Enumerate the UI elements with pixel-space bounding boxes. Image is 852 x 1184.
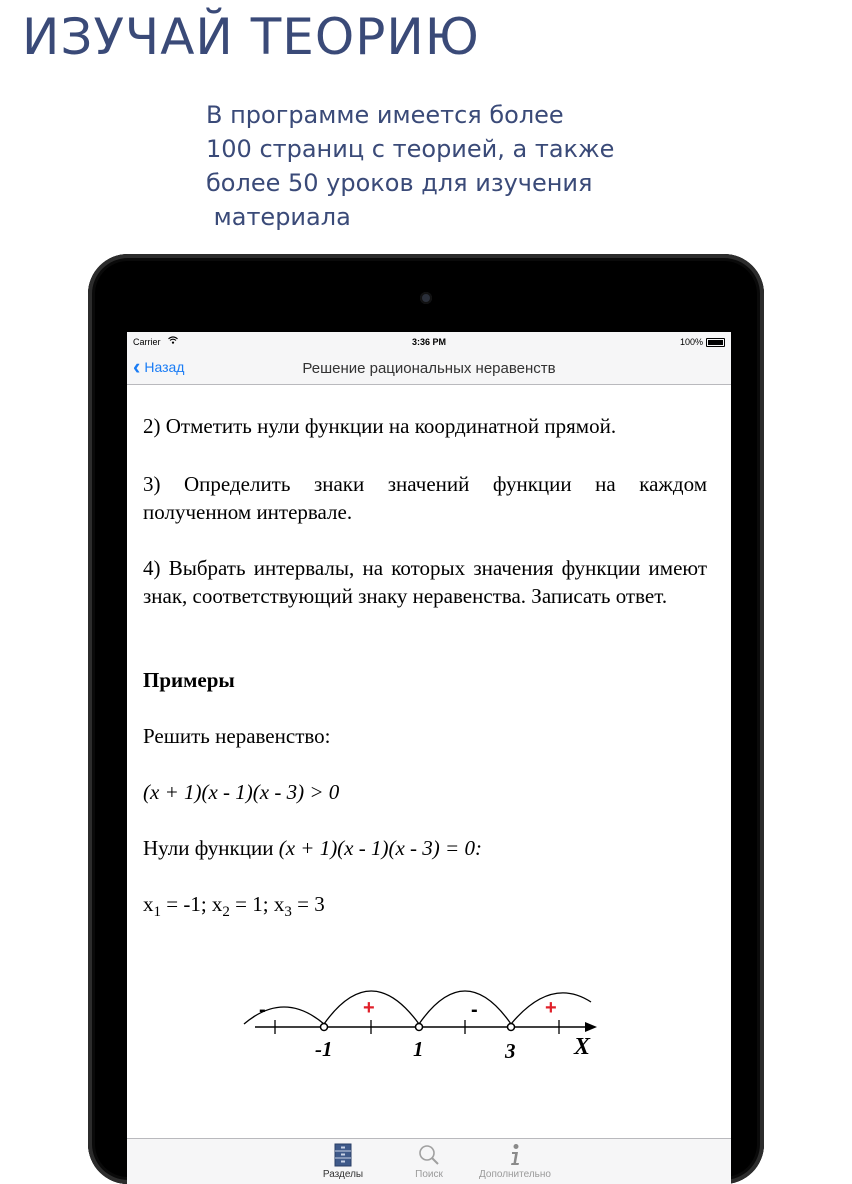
sections-icon	[303, 1143, 383, 1167]
solve-prompt: Решить неравенство:	[143, 724, 331, 748]
root-index: 3	[284, 904, 292, 920]
chevron-left-icon: ‹	[133, 354, 141, 379]
tab-sections[interactable]	[303, 1143, 383, 1180]
root-index: 1	[153, 904, 161, 920]
back-label: Назад	[144, 359, 185, 375]
promo-line: В программе имеется более	[206, 101, 564, 129]
interval-sign: -	[259, 999, 266, 1021]
zeros-formula: (x + 1)(x - 1)(x - 3) = 0:	[278, 836, 482, 860]
root-var: x	[143, 892, 154, 916]
tab-bar	[127, 1138, 731, 1184]
zeros-line	[143, 834, 482, 862]
status-time: 3:36 PM	[411, 337, 446, 347]
interval-sign: -	[471, 999, 478, 1021]
promo-line: более 50 уроков для изучения	[206, 169, 593, 197]
paragraph-step-3: 3) Определить знаки значений функции на каждом полученном интервале.	[143, 472, 707, 524]
point-label: 1	[413, 1037, 424, 1061]
tablet-frame	[88, 254, 764, 1184]
info-icon	[475, 1143, 555, 1167]
point-label: -1	[315, 1037, 333, 1061]
root-var: x	[211, 892, 223, 916]
search-icon	[389, 1143, 469, 1167]
zero-point	[321, 1024, 328, 1031]
roots-line	[143, 890, 325, 918]
promo-line: 100 страниц с теорией, а также	[206, 135, 615, 163]
zeros-label: Нули функции	[143, 836, 279, 860]
navigation-bar	[127, 352, 731, 385]
promo-line: материала	[206, 203, 351, 231]
page-title: Решение рациональных неравенств	[302, 360, 556, 377]
tablet-screen	[127, 332, 731, 1184]
root-var: x	[273, 892, 285, 916]
paragraph-step-2: 2) Отметить нули функции на координатной прямой.	[143, 414, 617, 438]
tab-more[interactable]	[475, 1143, 555, 1180]
battery-percent: 100%	[679, 337, 703, 347]
examples-heading: Примеры	[143, 668, 235, 692]
tab-label: Дополнительно	[479, 1169, 551, 1180]
interval-arc	[419, 991, 511, 1024]
point-label: 3	[505, 1039, 516, 1063]
status-bar	[127, 332, 731, 352]
zero-point	[508, 1024, 515, 1031]
number-line-diagram	[239, 962, 609, 1066]
zero-point	[416, 1024, 423, 1031]
inequality-formula: (x + 1)(x - 1)(x - 3) > 0	[143, 780, 340, 804]
root-index: 2	[222, 904, 230, 920]
camera-icon	[420, 292, 432, 304]
tab-label: Разделы	[322, 1169, 364, 1180]
paragraph-step-4: 4) Выбрать интервалы, на которых значения функции имеют знак, соответствующий знаку неравенства. Записать ответ.	[143, 556, 707, 608]
tab-search[interactable]	[389, 1143, 469, 1180]
tab-label: Поиск	[415, 1169, 443, 1180]
root-value: = -1;	[161, 892, 212, 916]
interval-arc	[244, 1007, 324, 1024]
root-value: = 3	[291, 892, 325, 916]
interval-sign: +	[363, 997, 375, 1019]
interval-sign: +	[545, 997, 557, 1019]
battery-icon	[706, 338, 725, 347]
root-value: = 1;	[229, 892, 274, 916]
promo-text	[206, 98, 726, 234]
carrier-label: Carrier	[133, 337, 161, 347]
axis-arrow-icon	[585, 1022, 597, 1032]
axis-label: X	[574, 1034, 591, 1060]
headline: ИЗУЧАЙ ТЕОРИЮ	[22, 8, 480, 66]
